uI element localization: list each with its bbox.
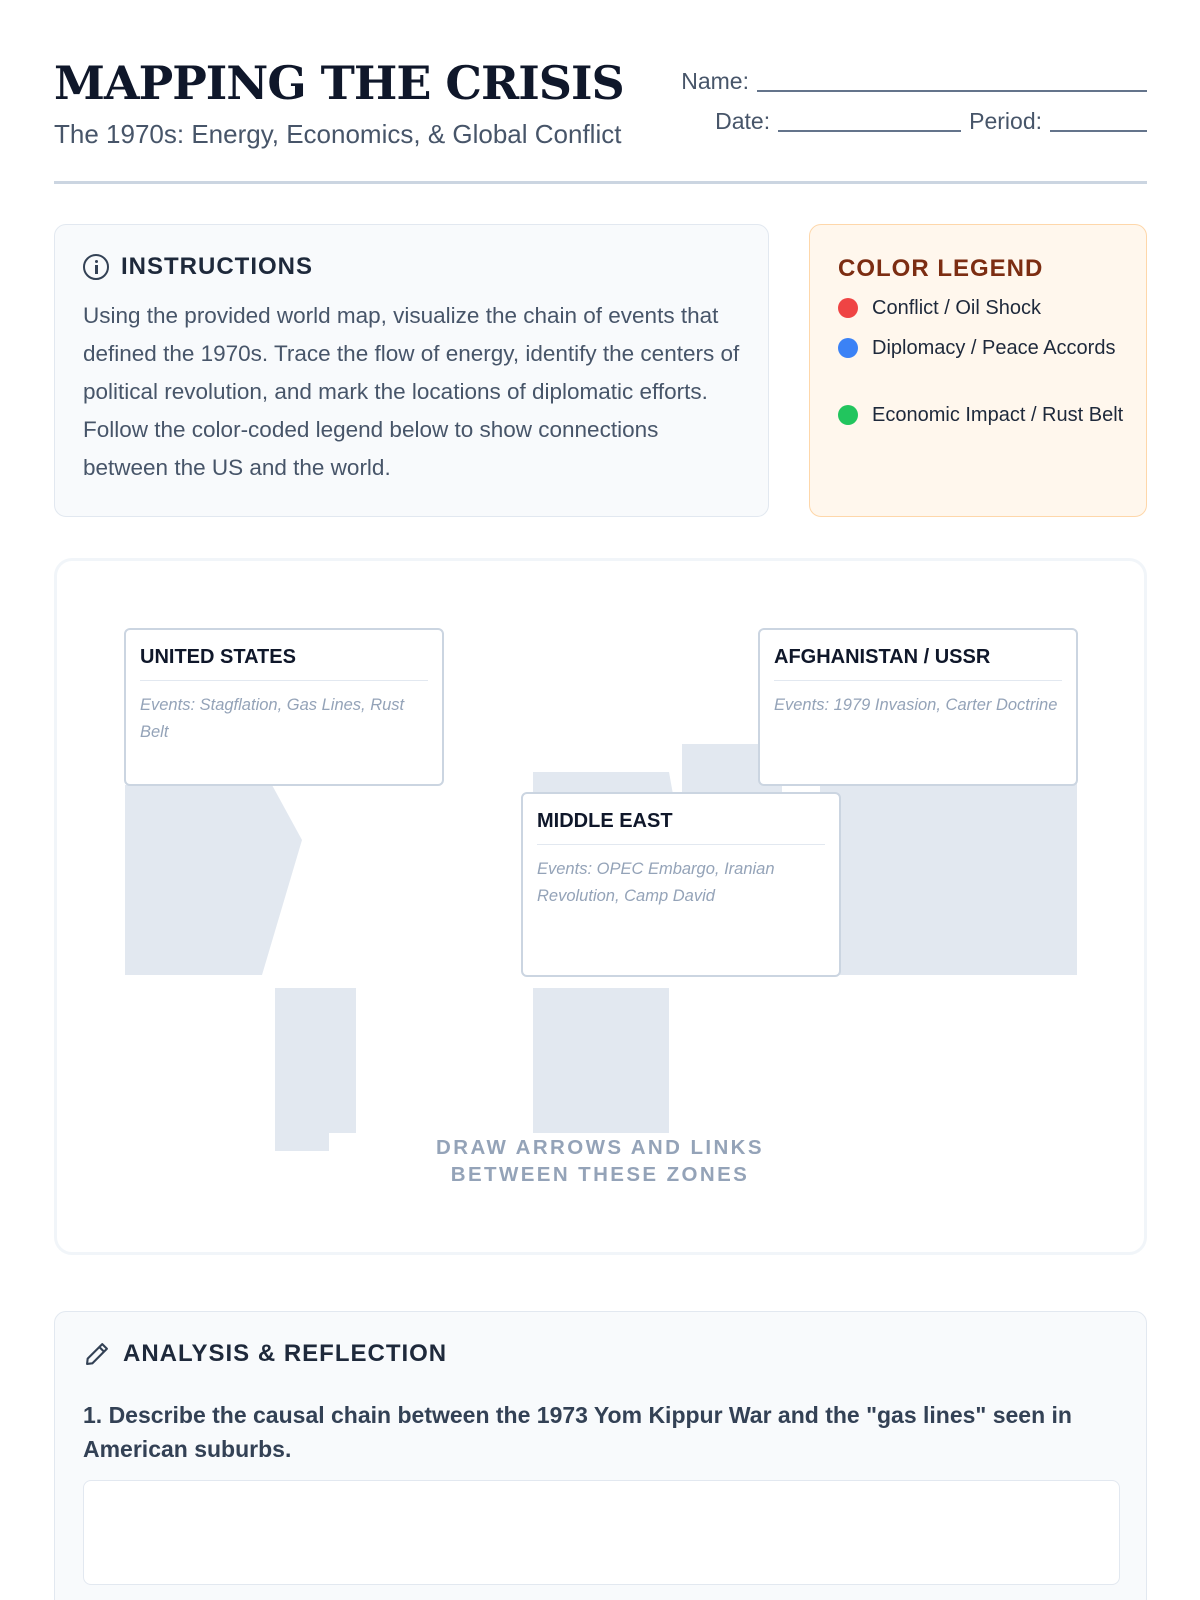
page-title: MAPPING THE CRISIS <box>54 56 624 110</box>
page-subtitle: The 1970s: Energy, Economics, & Global Conflict <box>54 119 622 149</box>
instructions-text: Using the provided world map, visualize the chain of events that defined the 1970s. Trace the flow of energy, identify the centers of political revolution, and mark the locations of diplomatic efforts. Follow the color-coded legend below to show connections between the US and the world. <box>83 303 740 480</box>
analysis-panel <box>54 1311 1147 1600</box>
instructions-header <box>83 253 313 281</box>
region-name: MIDDLE EAST <box>537 810 673 832</box>
legend-item-diplomacy <box>838 335 1128 361</box>
analysis-heading: ANALYSIS & REFLECTION <box>123 1340 448 1367</box>
region-card-afghanistan-ussr[interactable] <box>758 628 1078 786</box>
region-card-middle-east[interactable] <box>521 792 841 977</box>
region-name: UNITED STATES <box>140 646 296 668</box>
legend-label: Economic Impact / Rust Belt <box>872 404 1124 426</box>
divider <box>537 844 825 845</box>
divider <box>140 680 428 681</box>
divider <box>774 680 1062 681</box>
region-name: AFGHANISTAN / USSR <box>774 646 991 668</box>
name-label: Name: <box>681 68 749 94</box>
instructions-panel <box>54 224 769 517</box>
legend-item-conflict <box>838 295 1128 321</box>
region-events: Events: Stagflation, Gas Lines, Rust Belt <box>140 696 405 741</box>
name-row <box>681 68 1147 95</box>
legend-heading: COLOR LEGEND <box>838 255 1044 282</box>
period-label: Period: <box>969 108 1042 134</box>
blue-dot-icon <box>838 338 858 358</box>
map-caption: DRAW ARROWS AND LINKS BETWEEN THESE ZONES <box>436 1136 764 1186</box>
name-field[interactable] <box>757 72 1147 92</box>
region-events: Events: 1979 Invasion, Carter Doctrine <box>774 696 1058 714</box>
pencil-icon <box>83 1340 111 1368</box>
date-field[interactable] <box>778 112 961 132</box>
date-label: Date: <box>715 108 771 134</box>
date-period-row <box>715 108 1147 135</box>
red-dot-icon <box>838 298 858 318</box>
period-field[interactable] <box>1050 112 1147 132</box>
worksheet-header <box>54 56 1147 184</box>
instructions-heading: INSTRUCTIONS <box>121 253 313 280</box>
legend-item-economic <box>838 402 1128 428</box>
green-dot-icon <box>838 405 858 425</box>
region-card-united-states[interactable] <box>124 628 444 786</box>
info-icon <box>83 254 109 280</box>
question-1: 1. Describe the causal chain between the 1973 Yom Kippur War and the "gas lines" seen in American suburbs. <box>83 1402 1072 1462</box>
analysis-header <box>83 1340 447 1368</box>
region-events: Events: OPEC Embargo, Iranian Revolution, Camp David <box>537 860 775 905</box>
legend-label: Diplomacy / Peace Accords <box>872 337 1116 359</box>
answer-box-1[interactable] <box>83 1480 1120 1585</box>
color-legend-panel <box>809 224 1147 517</box>
legend-label: Conflict / Oil Shock <box>872 297 1041 319</box>
